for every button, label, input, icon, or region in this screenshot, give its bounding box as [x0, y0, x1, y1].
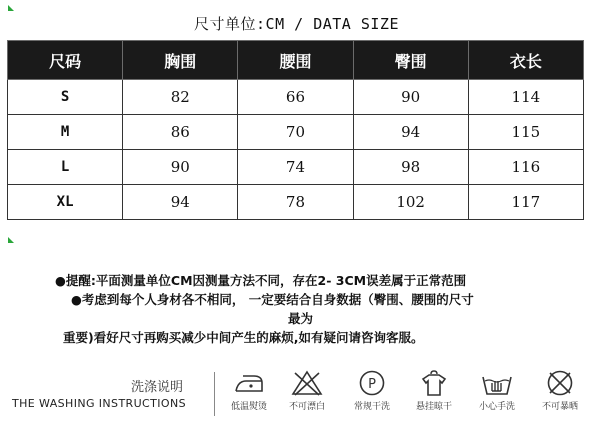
table-cell: 66 — [238, 80, 353, 115]
table-row — [8, 150, 584, 185]
table-cell: M — [8, 115, 123, 150]
table-cell: XL — [8, 185, 123, 220]
care-item-handwash — [467, 369, 527, 412]
table-cell: 94 — [123, 185, 238, 220]
note-check-size: 重要)看好尺寸再购买减少中间产生的麻烦,如有疑问请咨询客服。 — [63, 330, 424, 345]
dry-clean-p-icon — [355, 369, 389, 397]
care-item-hangdry — [404, 369, 464, 412]
header-hip: 臀围 — [353, 41, 468, 80]
care-label: 悬挂晾干 — [415, 402, 452, 412]
table-row — [8, 80, 584, 115]
notes-block — [0, 271, 593, 347]
table-cell: 70 — [238, 115, 353, 150]
table-cell: 117 — [468, 185, 583, 220]
table-cell: 98 — [353, 150, 468, 185]
table-cell: 90 — [353, 80, 468, 115]
table-cell: 90 — [123, 150, 238, 185]
header-bust: 胸围 — [123, 41, 238, 80]
table-cell: 74 — [238, 150, 353, 185]
table-cell: 102 — [353, 185, 468, 220]
table-cell: 116 — [468, 150, 583, 185]
header-waist: 腰围 — [238, 41, 353, 80]
header-length: 衣长 — [468, 41, 583, 80]
corner-mark-top — [8, 5, 14, 11]
table-cell: 115 — [468, 115, 583, 150]
note-body-differences-cont: 最为 — [287, 311, 313, 326]
table-cell: 94 — [353, 115, 468, 150]
washing-divider — [214, 372, 215, 416]
no-bleach-icon — [290, 369, 324, 397]
hang-dry-icon — [417, 369, 451, 397]
care-label: 小心手洗 — [478, 402, 515, 412]
care-item-bleach — [277, 369, 337, 412]
table-row — [8, 185, 584, 220]
care-item-nosun — [530, 369, 590, 412]
chart-title: 尺寸单位:CM / DATA SIZE — [194, 15, 399, 33]
washing-title-en: THE WASHING INSTRUCTIONS — [12, 397, 186, 410]
no-tumble-dry-icon — [543, 369, 577, 397]
table-header-row — [8, 41, 584, 80]
svg-text:P: P — [368, 377, 376, 392]
care-label: 低温熨烫 — [230, 402, 267, 412]
note-body-differences: ●考虑到每个人身材各不相同， 一定要结合自身数据（臀围、腰围的尺寸 — [71, 292, 474, 307]
care-item-iron — [219, 369, 279, 412]
care-label: 不可暴晒 — [541, 402, 578, 412]
table-row — [8, 115, 584, 150]
table-cell: 82 — [123, 80, 238, 115]
table-cell: L — [8, 150, 123, 185]
header-size: 尺码 — [8, 41, 123, 80]
care-label: 不可漂白 — [288, 402, 325, 412]
hand-wash-icon — [480, 369, 514, 397]
size-table — [7, 40, 584, 220]
table-cell: 86 — [123, 115, 238, 150]
corner-mark-mid — [8, 237, 14, 243]
care-label: 常规干洗 — [353, 402, 390, 412]
iron-low-icon — [232, 369, 266, 397]
table-cell: S — [8, 80, 123, 115]
care-item-dryclean — [342, 369, 402, 412]
note-measurement-error: ●提醒:平面测量单位CM因测量方法不同，存在2- 3CM误差属于正常范围 — [55, 273, 467, 288]
washing-title-cn: 洗涤说明 — [131, 380, 184, 395]
table-cell: 114 — [468, 80, 583, 115]
table-cell: 78 — [238, 185, 353, 220]
